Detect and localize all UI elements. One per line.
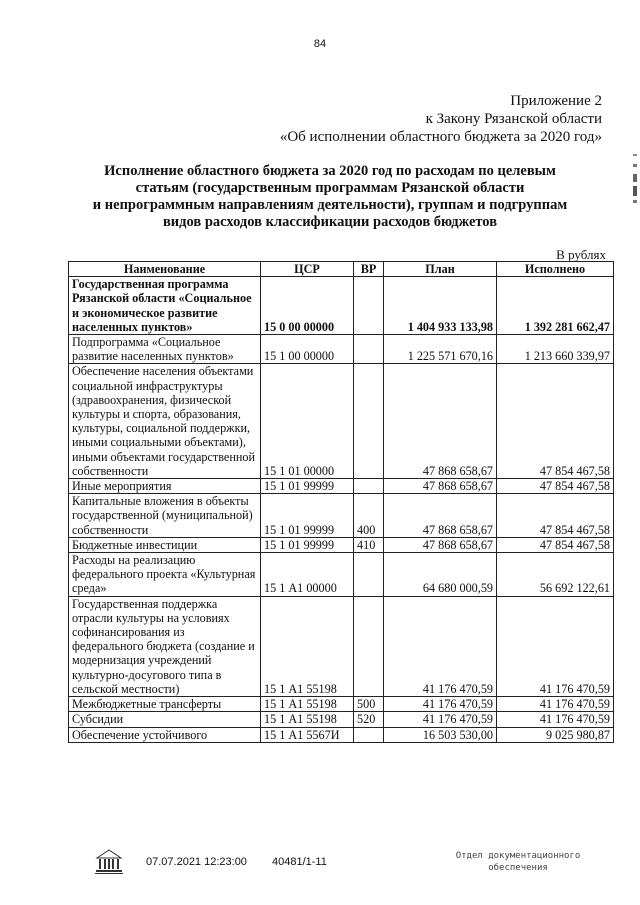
cell-fact: 41 176 470,59 <box>497 596 614 696</box>
cell-plan: 41 176 470,59 <box>384 596 497 696</box>
cell-name: Государственная программа Рязанской области «Социальное и экономическое развитие населенных пунктов» <box>69 277 261 335</box>
cell-vr: 400 <box>354 494 384 538</box>
table-row <box>69 727 614 742</box>
cell-name: Обеспечение устойчивого <box>69 727 261 742</box>
cell-name: Капитальные вложения в объекты государственной (муниципальной) собственности <box>69 494 261 538</box>
cell-fact: 47 854 467,58 <box>497 537 614 552</box>
table-header-row <box>69 262 614 277</box>
table-row <box>69 537 614 552</box>
cell-fact: 1 213 660 339,97 <box>497 335 614 364</box>
table-row <box>69 697 614 712</box>
table-row <box>69 553 614 597</box>
cell-vr <box>354 335 384 364</box>
cell-csr: 15 1 А1 00000 <box>261 553 354 597</box>
cell-vr: 520 <box>354 712 384 727</box>
cell-vr <box>354 596 384 696</box>
header-plan: План <box>384 262 497 277</box>
table-row <box>69 494 614 538</box>
cell-csr: 15 1 А1 55198 <box>261 596 354 696</box>
title-line-1: Исполнение областного бюджета за 2020 год по расходам по целевым <box>104 163 556 179</box>
cell-name: Бюджетные инвестиции <box>69 537 261 552</box>
cell-plan: 47 868 658,67 <box>384 479 497 494</box>
footer-datetime: 07.07.2021 12:23:00 <box>146 856 247 868</box>
cell-vr <box>354 553 384 597</box>
cell-plan: 1 404 933 133,98 <box>384 277 497 335</box>
cell-fact: 41 176 470,59 <box>497 712 614 727</box>
cell-fact: 56 692 122,61 <box>497 553 614 597</box>
appendix-line-1: Приложение 2 <box>510 93 602 109</box>
cell-name: Иные мероприятия <box>69 479 261 494</box>
cell-vr: 410 <box>354 537 384 552</box>
cell-plan: 41 176 470,59 <box>384 697 497 712</box>
cell-fact: 47 854 467,58 <box>497 364 614 479</box>
footer-dept-line-2: обеспечения <box>488 863 548 873</box>
cell-name: Межбюджетные трансферты <box>69 697 261 712</box>
cell-name: Подпрограмма «Социальное развитие населенных пунктов» <box>69 335 261 364</box>
footer-department-stamp <box>448 850 588 874</box>
title-line-4: видов расходов классификации расходов бюджетов <box>162 214 498 230</box>
header-name: Наименование <box>69 262 261 277</box>
cell-plan: 47 868 658,67 <box>384 537 497 552</box>
table-row <box>69 596 614 696</box>
cell-csr: 15 1 01 00000 <box>261 364 354 479</box>
cell-csr: 15 1 01 99999 <box>261 494 354 538</box>
page-number: 84 <box>313 38 327 50</box>
table-row <box>69 364 614 479</box>
cell-csr: 15 1 01 99999 <box>261 479 354 494</box>
cell-name: Обеспечение населения объектами социальной инфраструктуры (здравоохранения, физической культуры и спорта, образования, культуры, социальной поддержки, иными социальными объектами), иными объектами государственной собственности <box>69 364 261 479</box>
cell-csr: 15 1 А1 55198 <box>261 712 354 727</box>
appendix-line-3: «Об исполнении областного бюджета за 2020 год» <box>279 129 602 145</box>
cell-fact: 47 854 467,58 <box>497 494 614 538</box>
cell-vr <box>354 364 384 479</box>
table-row <box>69 277 614 335</box>
cell-plan: 64 680 000,59 <box>384 553 497 597</box>
cell-vr: 500 <box>354 697 384 712</box>
cell-fact: 41 176 470,59 <box>497 697 614 712</box>
appendix-line-2: к Закону Рязанской области <box>425 111 602 127</box>
cell-vr <box>354 727 384 742</box>
cell-plan: 47 868 658,67 <box>384 494 497 538</box>
footer-doc-number: 40481/1-11 <box>272 856 327 868</box>
header-fact: Исполнено <box>497 262 614 277</box>
cell-fact: 9 025 980,87 <box>497 727 614 742</box>
cell-name: Расходы на реализацию федерального проекта «Культурная среда» <box>69 553 261 597</box>
cell-csr: 15 1 А1 55198 <box>261 697 354 712</box>
cell-csr: 15 1 А1 5567И <box>261 727 354 742</box>
budget-table <box>68 261 614 743</box>
scan-edge-marks <box>632 150 638 210</box>
footer-dept-line-1: Отдел документационного <box>455 851 581 861</box>
cell-csr: 15 0 00 00000 <box>261 277 354 335</box>
cell-vr <box>354 479 384 494</box>
cell-name: Субсидии <box>69 712 261 727</box>
cell-name: Государственная поддержка отрасли культуры на условиях софинансирования из федерального бюджета (создание и модернизация учреждений культурно-досугового типа в сельской местности) <box>69 596 261 696</box>
cell-plan: 47 868 658,67 <box>384 364 497 479</box>
parliament-building-icon <box>94 849 124 875</box>
table-row <box>69 479 614 494</box>
header-csr: ЦСР <box>261 262 354 277</box>
cell-plan: 41 176 470,59 <box>384 712 497 727</box>
cell-fact: 47 854 467,58 <box>497 479 614 494</box>
title-line-2: статьям (государственным программам Рязанской области <box>135 180 525 196</box>
table-row <box>69 712 614 727</box>
appendix-header <box>280 92 602 146</box>
cell-vr <box>354 277 384 335</box>
cell-plan: 16 503 530,00 <box>384 727 497 742</box>
units-label: В рублях <box>556 247 606 262</box>
table-row <box>69 335 614 364</box>
cell-plan: 1 225 571 670,16 <box>384 335 497 364</box>
cell-csr: 15 1 00 00000 <box>261 335 354 364</box>
header-vr: ВР <box>354 262 384 277</box>
title-line-3: и непрограммным направлениям деятельности), группам и подгруппам <box>92 197 568 213</box>
cell-fact: 1 392 281 662,47 <box>497 277 614 335</box>
document-title <box>40 163 620 231</box>
cell-csr: 15 1 01 99999 <box>261 537 354 552</box>
